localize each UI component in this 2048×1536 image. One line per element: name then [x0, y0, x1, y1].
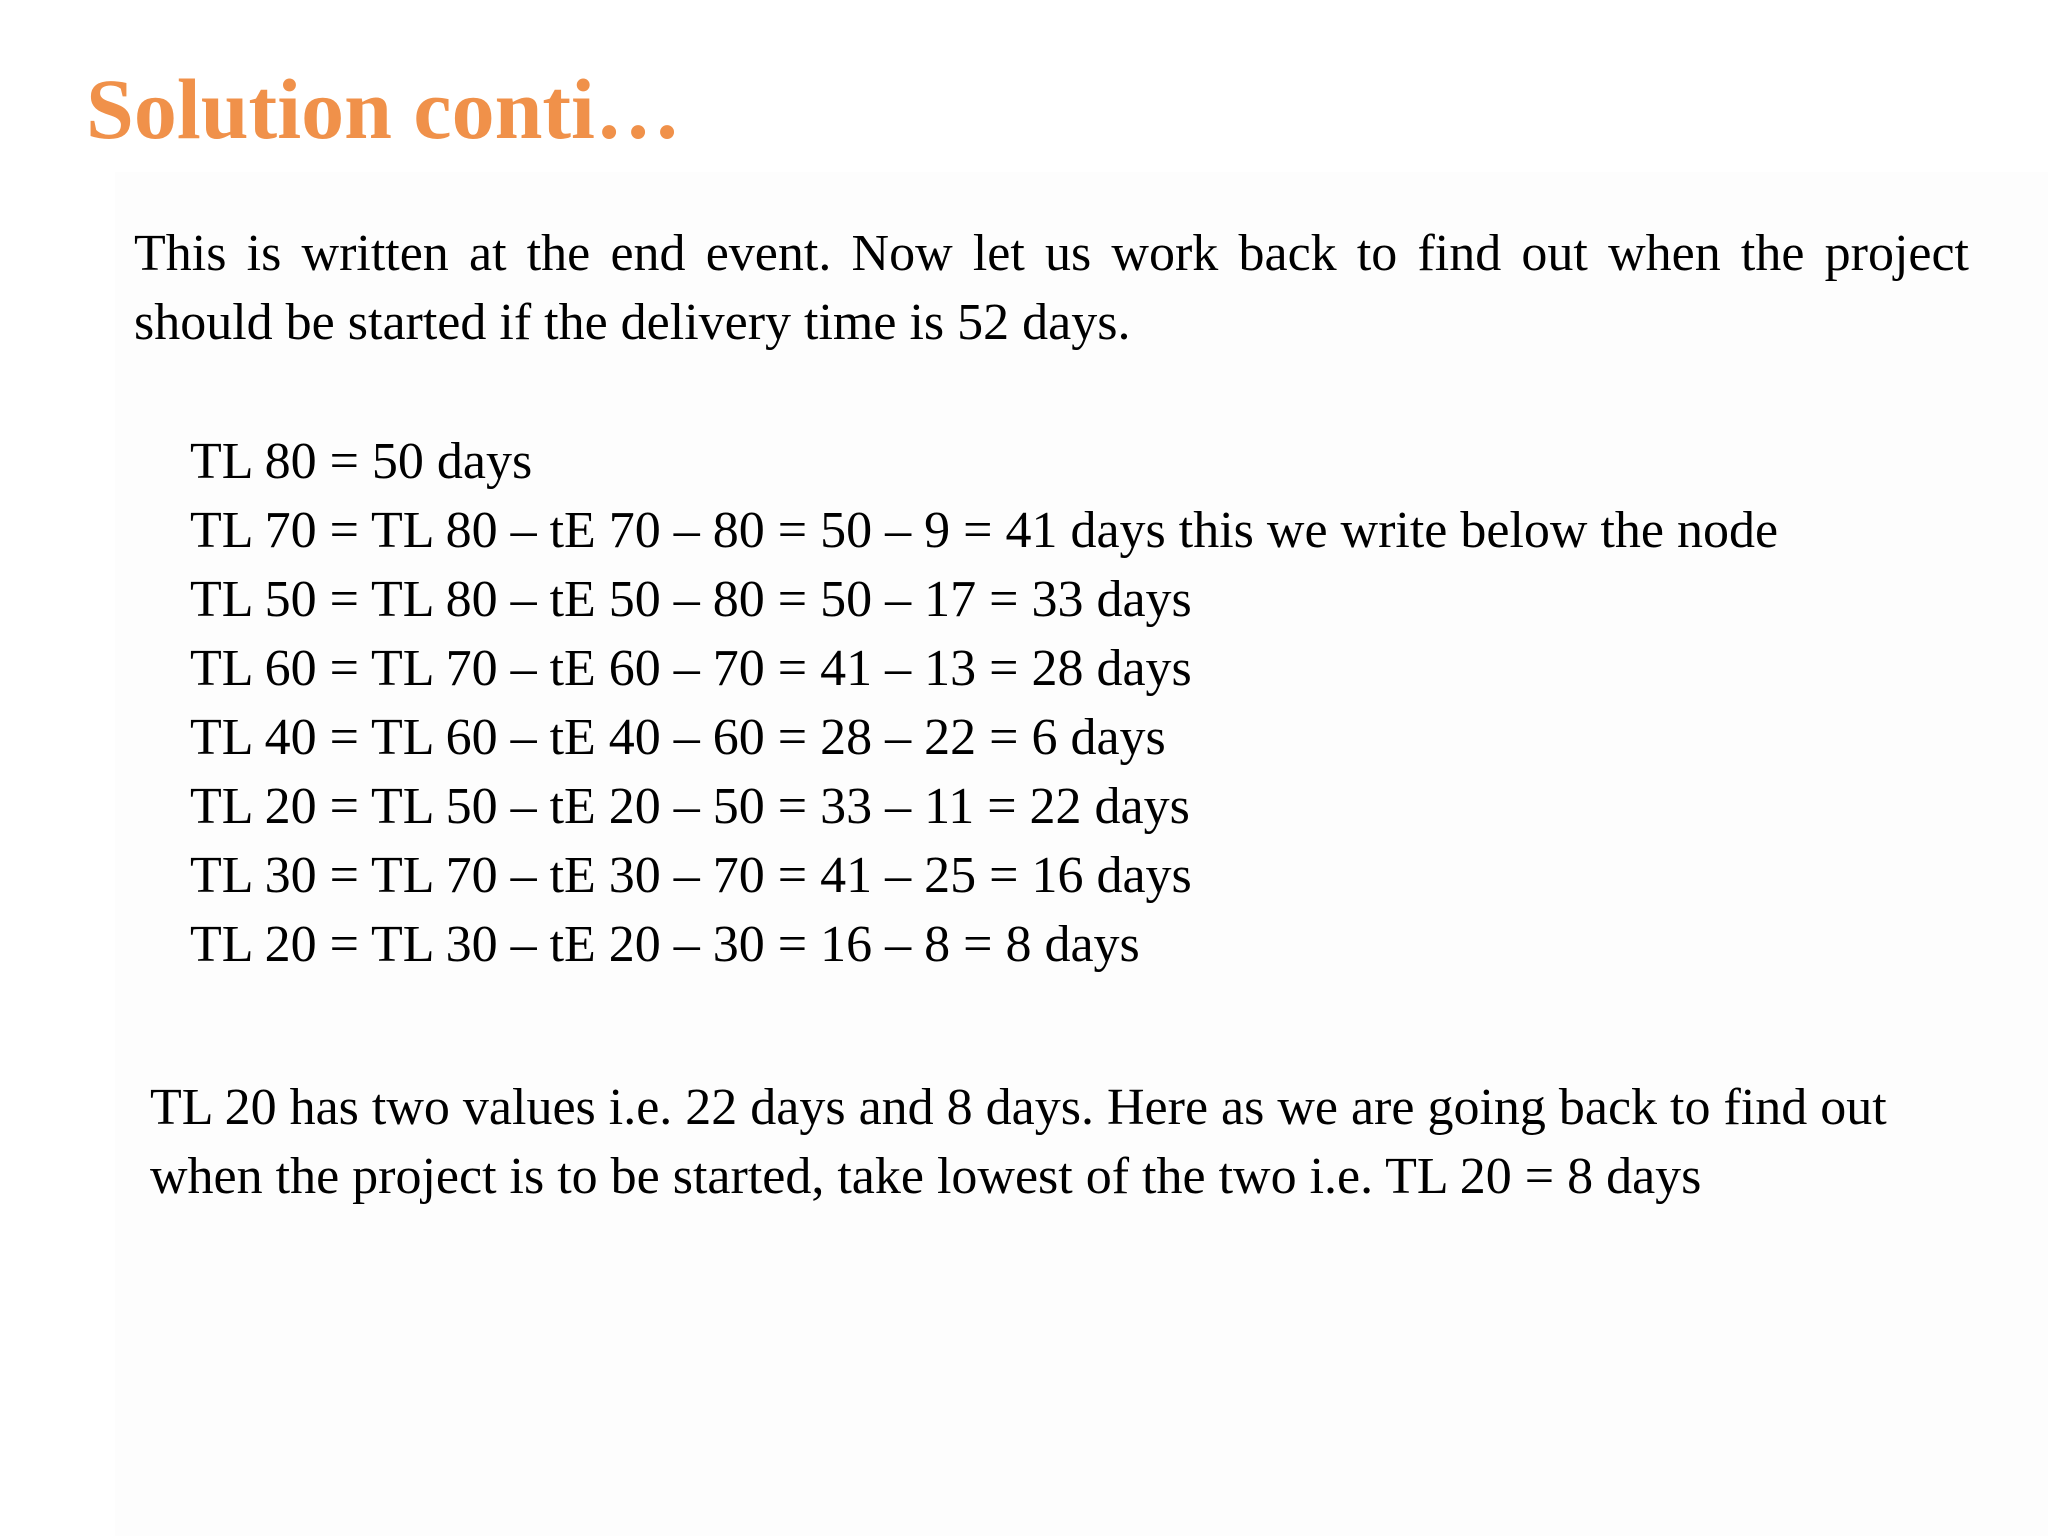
slide-title: Solution conti…	[86, 61, 681, 157]
calculation-line: TL 20 = TL 50 – tE 20 – 50 = 33 – 11 = 22 days	[190, 778, 1190, 835]
calculation-line: TL 30 = TL 70 – tE 30 – 70 = 41 – 25 = 16 days	[190, 847, 1192, 904]
calculation-line: TL 40 = TL 60 – tE 40 – 60 = 28 – 22 = 6 days	[190, 709, 1166, 766]
calculation-line: TL 70 = TL 80 – tE 70 – 80 = 50 – 9 = 41 days this we write below the node	[190, 502, 1779, 559]
calculation-line: TL 50 = TL 80 – tE 50 – 80 = 50 – 17 = 33 days	[190, 571, 1192, 628]
intro-paragraph: This is written at the end event. Now let us work back to find out when the project should be started if the delivery time is 52 days.	[134, 225, 1969, 351]
calculation-line: TL 20 = TL 30 – tE 20 – 30 = 16 – 8 = 8 days	[190, 916, 1140, 973]
conclusion-paragraph: TL 20 has two values i.e. 22 days and 8 days. Here as we are going back to find out when the project is to be started, take lowest of the two i.e. TL 20 = 8 days	[150, 1079, 1887, 1205]
calculation-line: TL 80 = 50 days	[190, 433, 533, 490]
calculation-list	[190, 427, 1778, 979]
calculation-line: TL 60 = TL 70 – tE 60 – 70 = 41 – 13 = 28 days	[190, 640, 1192, 697]
